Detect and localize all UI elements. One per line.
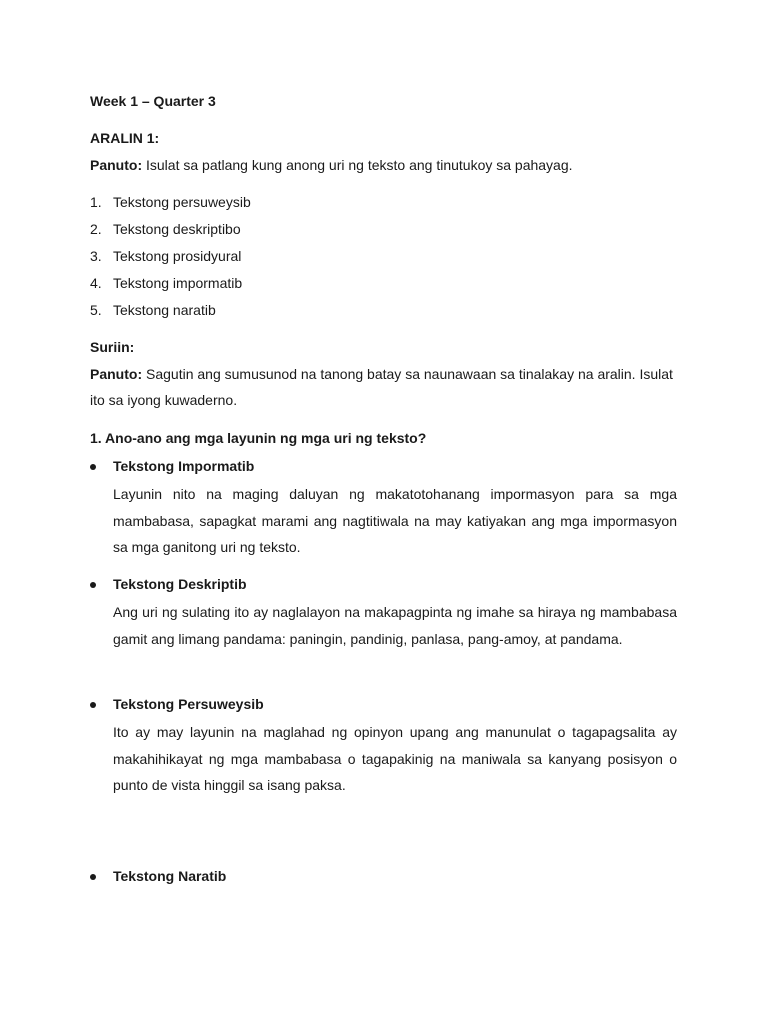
bullet-paragraph: Ito ay may layunin na maglahad ng opinyon upang ang manunulat o tagapagsalita ay makahihikayat ng mga mambabasa o tagapakinig na maniwala sa kanyang posisyon o punto de vista hinggil sa isang paksa. [113,724,677,793]
bullet-paragraph: Ang uri ng sulating ito ay naglalayon na makapagpinta ng imahe sa hiraya ng mambabasa gamit ang limang pandama: paningin, pandinig, panlasa, pang-amoy, at pandama. [113,604,677,647]
bullet-title: Tekstong Naratib [113,868,227,884]
bullet-title: Tekstong Persuweysib [113,696,264,712]
list-item: Tekstong deskriptibo [113,221,241,237]
bullet-title: Tekstong Deskriptib [113,576,247,592]
instruction-label: Panuto: [90,157,143,173]
list-item-number: 3. [90,248,102,264]
bullet-title: Tekstong Impormatib [113,458,255,474]
list-item-number: 5. [90,302,102,318]
list-item-number: 4. [90,275,102,291]
aralin-title: ARALIN 1: [90,130,160,146]
bullet-paragraph: Layunin nito na maging daluyan ng makatotohanang impormasyon para sa mga mambabasa, sapagkat marami ang nagtitiwala na may katiyakan ang mga impormasyon sa mga ganitong uri ng teksto. [113,486,677,555]
week-heading: Week 1 – Quarter 3 [90,93,216,109]
question-heading: 1. Ano-ano ang mga layunin ng mga uri ng teksto? [90,430,427,446]
bullet-icon [90,582,96,588]
list-item: Tekstong naratib [113,302,216,318]
instruction-text: Isulat sa patlang kung anong uri ng teksto ang tinutukoy sa pahayag. [142,157,573,173]
bullet-icon [90,874,96,880]
bullet-icon [90,702,96,708]
aralin-instruction [90,157,573,173]
bullet-icon [90,464,96,470]
list-item: Tekstong persuweysib [113,194,251,210]
list-item-number: 2. [90,221,102,237]
instruction-text: Sagutin ang sumusunod na tanong batay sa naunawaan sa tinalakay na aralin. Isulat ito sa iyong kuwaderno. [90,366,673,408]
list-item-number: 1. [90,194,102,210]
list-item: Tekstong prosidyural [113,248,242,264]
list-item: Tekstong impormatib [113,275,243,291]
suriin-title: Suriin: [90,339,135,355]
instruction-label: Panuto: [90,366,143,382]
suriin-instruction [90,361,678,413]
